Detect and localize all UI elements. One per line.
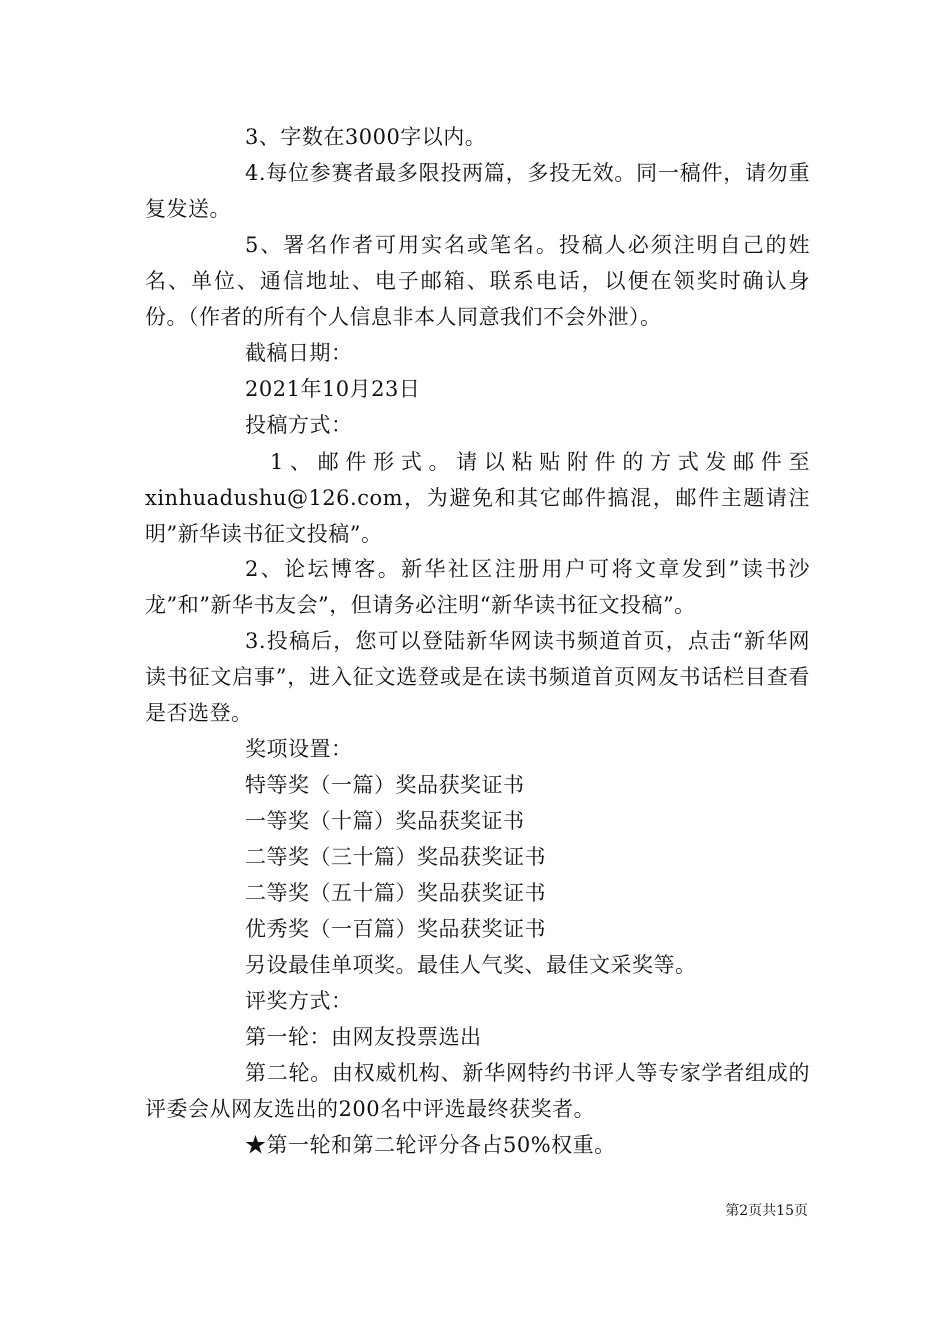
paragraph-awards-heading: 奖项设置：	[245, 737, 353, 761]
paragraph-method-heading: 投稿方式：	[245, 413, 353, 437]
paragraph-deadline-date: 2021年10月23日	[245, 377, 421, 401]
paragraph-weighting: ★第一轮和第二轮评分各占50%权重。	[245, 1133, 616, 1157]
paragraph-forum-method: 2、论坛博客。新华社区注册用户可将文章发到”读书沙龙”和”新华书友会”，但请务必注明“新华读书征文投稿”。	[145, 557, 810, 617]
paragraph-round-two: 第二轮。由权威机构、新华网特约书评人等专家学者组成的评委会从网友选出的200名中评选最终获奖者。	[145, 1061, 810, 1121]
paragraph-round-one: 第一轮：由网友投票选出	[245, 1025, 482, 1049]
award-item: 二等奖（五十篇）奖品获奖证书	[245, 881, 546, 905]
paragraph-submission-limit: 4.每位参赛者最多限投两篇，多投无效。同一稿件，请勿重复发送。	[145, 161, 810, 221]
paragraph-word-limit: 3、字数在3000字以内。	[245, 125, 487, 149]
award-item: 一等奖（十篇）奖品获奖证书	[245, 809, 525, 833]
paragraph-deadline-heading: 截稿日期：	[245, 341, 353, 365]
paragraph-judging-heading: 评奖方式：	[245, 989, 353, 1013]
award-item: 特等奖（一篇）奖品获奖证书	[245, 773, 525, 797]
award-item: 优秀奖（一百篇）奖品获奖证书	[245, 917, 546, 941]
paragraph-special-awards: 另设最佳单项奖。最佳人气奖、最佳文采奖等。	[245, 953, 697, 977]
award-item: 二等奖（三十篇）奖品获奖证书	[245, 845, 546, 869]
paragraph-email-method: 1、邮件形式。请以粘贴附件的方式发邮件至xinhuadushu@126.com，为避免和其它邮件搞混，邮件主题请注明”新华读书征文投稿”。	[145, 450, 810, 546]
paragraph-author-info: 5、署名作者可用实名或笔名。投稿人必须注明自己的姓名、单位、通信地址、电子邮箱、联系电话，以便在领奖时确认身份。（作者的所有个人信息非本人同意我们不会外泄）。	[145, 233, 810, 329]
page-number-footer: 第2页共15页	[725, 1203, 808, 1219]
paragraph-check-selection: 3.投稿后，您可以登陆新华网读书频道首页，点击“新华网读书征文启事”，进入征文选登或是在读书频道首页网友书话栏目查看是否选登。	[145, 629, 810, 725]
